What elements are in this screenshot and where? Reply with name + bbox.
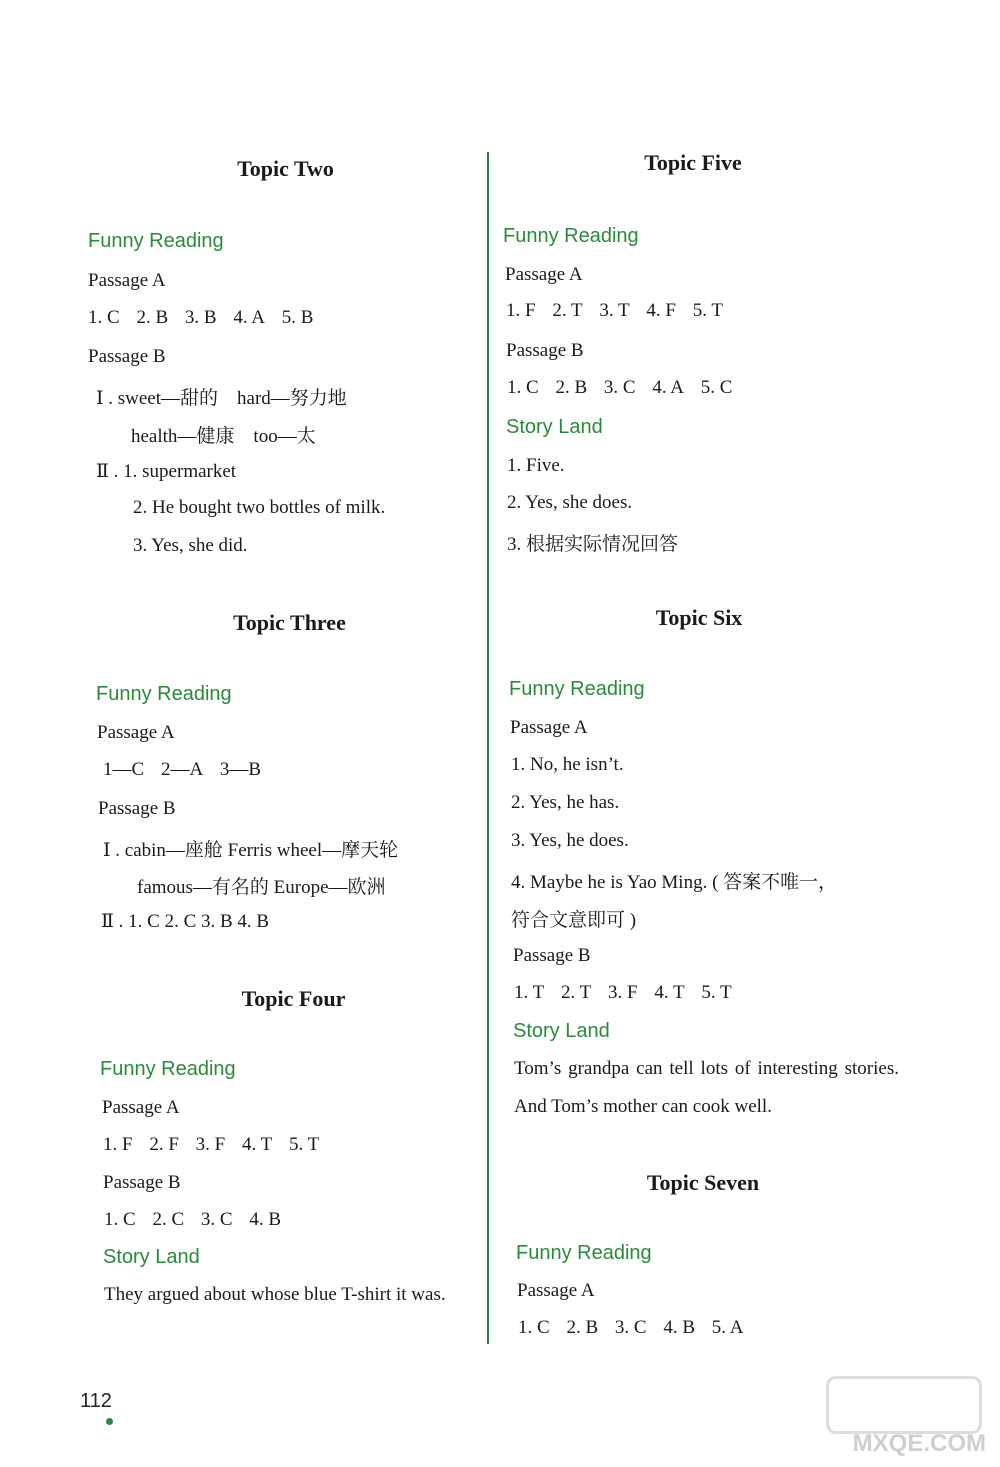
answer: 2. F <box>149 1134 179 1155</box>
topic-six-story-land: Story Land <box>513 1020 610 1042</box>
topic-six-passage-a: Passage A <box>510 717 588 738</box>
answer: 1. T <box>514 982 545 1003</box>
topic-seven-funny-reading: Funny Reading <box>516 1242 652 1264</box>
answer: 1. C <box>507 377 539 398</box>
topic-six-story-text: Tom’s grandpa can tell lots of interesting stories. And Tom’s mother can cook well. <box>514 1058 899 1117</box>
topic-three-title: Topic Three <box>233 610 346 635</box>
topic-six-answer-3: 3. Yes, he does. <box>511 830 629 851</box>
topic-two-answer-line-1: Ⅱ . 1. supermarket <box>96 461 237 482</box>
answer: 4. A <box>652 377 684 398</box>
topic-five-story-land: Story Land <box>506 416 603 438</box>
answer: 3. F <box>195 1134 226 1155</box>
answer: 5. A <box>711 1317 744 1338</box>
topic-four-passage-b-answers <box>104 1209 293 1231</box>
topic-five-passage-a-answers <box>506 300 735 322</box>
topic-four-story-land: Story Land <box>103 1246 200 1268</box>
answer: 2. C <box>152 1209 185 1230</box>
answer: 4. T <box>241 1134 273 1155</box>
topic-seven-passage-a-answers <box>518 1317 755 1339</box>
answer: 4. A <box>233 307 265 328</box>
topic-three-answer-line: Ⅱ . 1. C 2. C 3. B 4. B <box>101 911 270 932</box>
topic-seven-title: Topic Seven <box>646 1170 760 1195</box>
topic-five-passage-b: Passage B <box>506 340 584 361</box>
topic-two-passage-a: Passage A <box>88 270 166 291</box>
topic-three-passage-a-answers <box>103 759 273 781</box>
topic-two-funny-reading: Funny Reading <box>88 230 224 252</box>
answer: 3—B <box>219 759 262 780</box>
topic-two-vocab-line-2: health—健康 too—太 <box>131 426 316 447</box>
topic-six-answer-4: 4. Maybe he is Yao Ming. ( 答案不唯一， <box>511 872 838 893</box>
watermark <box>820 1376 990 1462</box>
page-number-dot <box>106 1418 113 1425</box>
topic-two-passage-a-answers <box>88 307 325 329</box>
topic-six-funny-reading: Funny Reading <box>509 678 645 700</box>
topic-three-passage-a: Passage A <box>97 722 175 743</box>
topic-five-funny-reading: Funny Reading <box>503 225 639 247</box>
topic-four-passage-a-answers <box>103 1134 331 1156</box>
answer: 1. C <box>88 307 120 328</box>
answer: 2. T <box>552 300 583 321</box>
topic-four-title: Topic Four <box>241 986 346 1011</box>
watermark-text: MXQE.COM <box>852 1430 986 1457</box>
answer: 5. C <box>700 377 733 398</box>
topic-four-passage-b: Passage B <box>103 1172 181 1193</box>
topic-six-title: Topic Six <box>655 605 743 630</box>
topic-two-passage-b: Passage B <box>88 346 166 367</box>
topic-six-answer-1: 1. No, he isn’t. <box>511 754 624 775</box>
answer: 4. T <box>654 982 685 1003</box>
column-divider <box>487 152 489 1344</box>
topic-five-title: Topic Five <box>644 150 742 175</box>
answer: 3. B <box>184 307 217 328</box>
answer: 4. B <box>249 1209 281 1230</box>
topic-five-story-answer-3: 3. 根据实际情况回答 <box>507 534 679 555</box>
topic-five-story-answer-2: 2. Yes, she does. <box>507 492 633 513</box>
page-number: 112 <box>80 1390 112 1412</box>
topic-six-answer-4-cont: 符合文意即可 ) <box>511 910 637 931</box>
answer: 4. F <box>646 300 676 321</box>
answer: 1. F <box>506 300 536 321</box>
topic-four-passage-a: Passage A <box>102 1097 180 1118</box>
topic-five-passage-b-answers <box>507 377 744 399</box>
answer: 4. B <box>663 1317 695 1338</box>
topic-four-story-text: They argued about whose blue T-shirt it was. <box>104 1284 446 1305</box>
answer: 2. T <box>561 982 592 1003</box>
topic-six-passage-b: Passage B <box>513 945 591 966</box>
topic-two-answer-line-2: 2. He bought two bottles of milk. <box>133 497 386 518</box>
answer: 1. C <box>104 1209 136 1230</box>
answer: 3. T <box>599 300 630 321</box>
answer: 3. F <box>608 982 638 1003</box>
answer: 5. T <box>289 1134 320 1155</box>
answer: 5. B <box>281 307 314 328</box>
watermark-logo-icon <box>826 1376 982 1434</box>
topic-two-vocab-line-1: Ⅰ . sweet—甜的 hard—努力地 <box>96 388 347 409</box>
topic-two-title: Topic Two <box>237 156 334 181</box>
topic-five-story-answer-1: 1. Five. <box>507 455 565 476</box>
topic-three-vocab-line-1: Ⅰ . cabin—座舱 Ferris wheel—摩天轮 <box>103 840 399 861</box>
topic-four-funny-reading: Funny Reading <box>100 1058 236 1080</box>
topic-six-passage-b-answers <box>514 982 744 1004</box>
answer: 2—A <box>160 759 204 780</box>
answer: 1. C <box>518 1317 550 1338</box>
topic-five-passage-a: Passage A <box>505 264 583 285</box>
answer: 5. T <box>692 300 723 321</box>
topic-three-passage-b: Passage B <box>98 798 176 819</box>
answer: 2. B <box>555 377 588 398</box>
topic-three-vocab-line-2: famous—有名的 Europe—欧洲 <box>137 877 386 898</box>
topic-two-answer-line-3: 3. Yes, she did. <box>133 535 248 556</box>
answer: 1—C <box>103 759 145 780</box>
answer: 1. F <box>103 1134 133 1155</box>
answer: 3. C <box>603 377 636 398</box>
answer: 2. B <box>566 1317 599 1338</box>
answer: 5. T <box>701 982 732 1003</box>
topic-three-funny-reading: Funny Reading <box>96 683 232 705</box>
topic-six-answer-2: 2. Yes, he has. <box>511 792 620 813</box>
answer: 3. C <box>200 1209 233 1230</box>
answer: 2. B <box>136 307 169 328</box>
topic-seven-passage-a: Passage A <box>517 1280 595 1301</box>
answer: 3. C <box>614 1317 647 1338</box>
